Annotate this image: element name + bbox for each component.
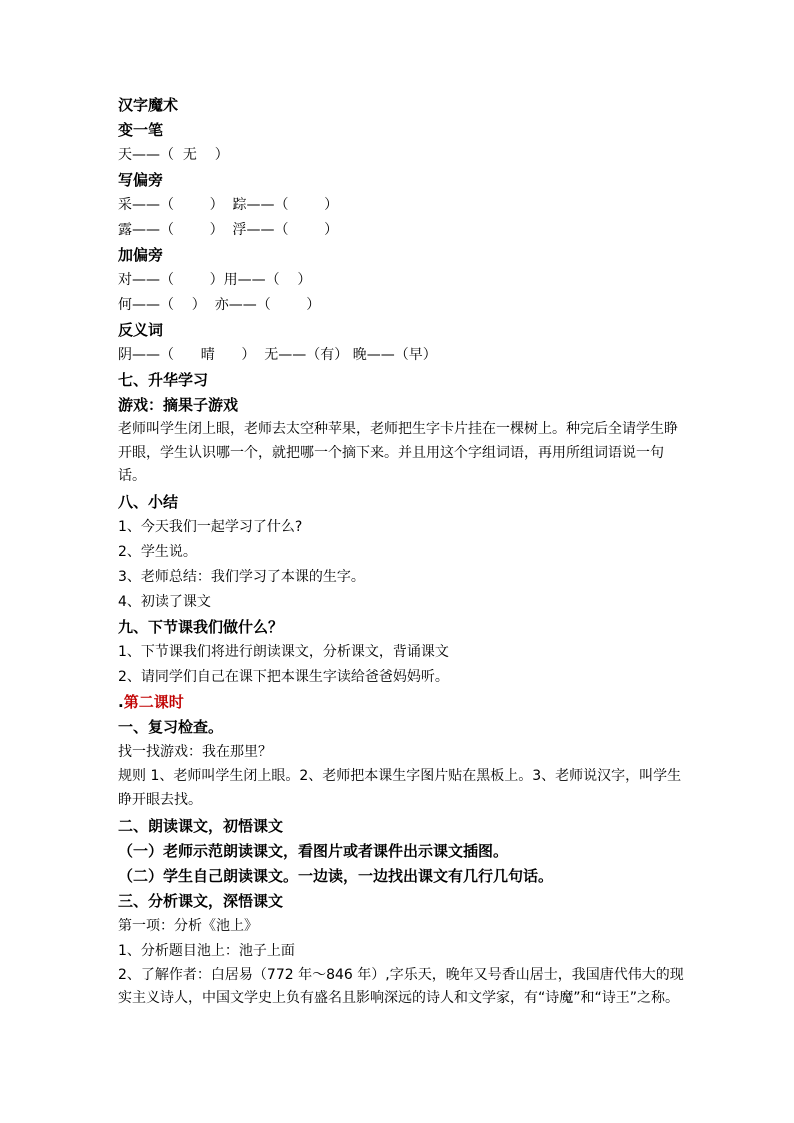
exercise-line: 采——（ ） 踪——（ ） <box>118 197 339 213</box>
section-heading-9: 九、下节课我们做什么？ <box>118 618 284 636</box>
list-item: 4、初读了课文 <box>118 594 211 610</box>
heading-write-radical: 写偏旁 <box>118 171 164 189</box>
section-heading-reading: 二、朗读课文，初悟课文 <box>118 816 284 835</box>
list-item: 2、学生说。 <box>118 544 197 560</box>
list-item: 1、分析题目池上：池子上面 <box>118 942 295 959</box>
list-item: 1、今天我们一起学习了什么? <box>118 519 303 535</box>
paragraph-find-game: 规则 1、老师叫学生闭上眼。2、老师把本课生字图片贴在黑板上。3、老师说汉字，叫学生睁开眼去找。 <box>118 768 682 808</box>
paragraph-game-rules: 老师叫学生闭上眼，老师去太空种苹果，老师把生字卡片挂在一棵树上。种完后全请学生睁开眼，学生认识哪一个，就把哪一个摘下来。并且用这个字组词语，再用所组词语说一句话。 <box>118 421 678 484</box>
heading-hanzi-magic: 汉字魔术 <box>118 96 179 114</box>
exercise-line: 露——（ ） 浮——（ ） <box>118 222 339 238</box>
sub-heading-2: （二）学生自己朗读课文。一边读，一边找出课文有几行几句话。 <box>118 866 554 885</box>
section-heading-analysis: 三、分析课文，深悟课文 <box>118 891 284 910</box>
exercise-line: 对——（ ）用——（ ） <box>118 272 312 288</box>
exercise-line: 阴——（ 晴 ） 无——（有） 晚——（早） <box>118 347 437 363</box>
list-item: 1、下节课我们将进行朗读课文，分析课文，背诵课文 <box>118 644 449 660</box>
heading-change-stroke: 变一笔 <box>118 121 164 139</box>
sub-heading-1: （一）老师示范朗读课文，看图片或者课件出示课文插图。 <box>118 841 509 860</box>
heading-add-radical: 加偏旁 <box>118 246 164 264</box>
lesson-two-title: 第二课时 <box>123 693 184 711</box>
section-heading-8: 八、小结 <box>118 493 179 511</box>
heading-antonyms: 反义词 <box>118 321 164 339</box>
game-heading: 游戏：摘果子游戏 <box>118 396 239 414</box>
lesson-two-dot: . <box>118 693 124 711</box>
item-title: 第一项：分析《池上》 <box>118 917 258 934</box>
section-heading-review: 一、复习检查。 <box>118 718 224 736</box>
exercise-line: 何——（ ） 亦——（ ） <box>118 297 321 313</box>
document-page <box>118 93 688 1012</box>
game-title: 找一找游戏：我在那里？ <box>118 744 272 760</box>
lesson-two-heading <box>118 690 688 715</box>
exercise-line: 天——（ 无 ） <box>118 147 229 163</box>
section-heading-7: 七、升华学习 <box>118 371 209 389</box>
paragraph-author: 2、了解作者：白居易（772 年～846 年）,字乐天，晚年又号香山居士，我国唐代伟大的现实主义诗人，中国文学史上负有盛名且影响深远的诗人和文学家，有“诗魔”和“诗王”之称。 <box>118 966 684 1006</box>
list-item: 2、请同学们自己在课下把本课生字读给爸爸妈妈听。 <box>118 669 449 685</box>
list-item: 3、老师总结：我们学习了本课的生字。 <box>118 569 365 585</box>
